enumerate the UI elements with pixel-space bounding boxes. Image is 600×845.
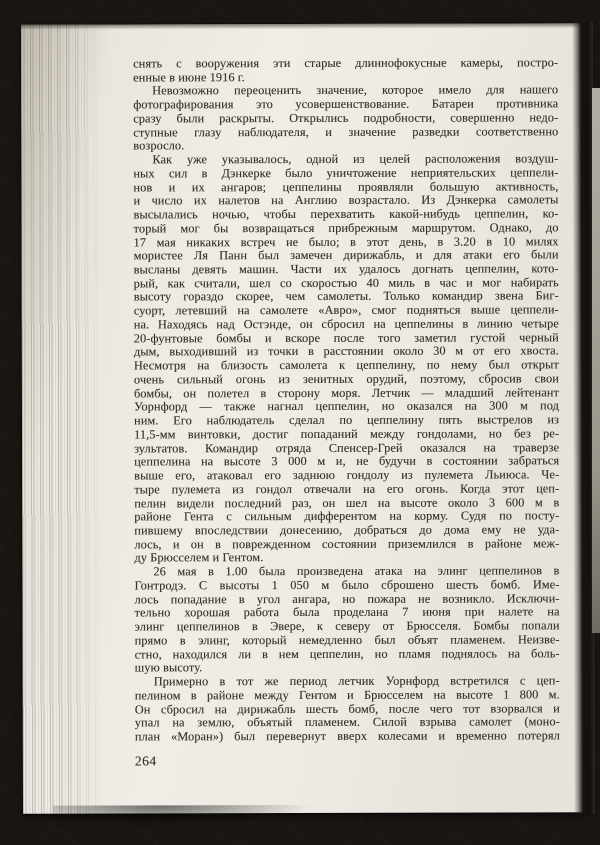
text-line: 26 мая в 1.00 была произведена атака на элинг цеппелинов в bbox=[153, 563, 560, 579]
text-line: лось, и он в поврежденном состоянии приземлился в районе меж- bbox=[134, 536, 560, 552]
text-line: Невозможно переоценить значение, которое имело для нашего bbox=[152, 82, 559, 98]
text-line: ступные глазу наблюдателя, и значение разведки соответственно bbox=[133, 124, 559, 140]
text-line: зультатов. Командир отряда Спенсер-Грей оказался на траверзе bbox=[134, 439, 560, 456]
text-line: 17 мая никаких встреч не было; в этот день, в 3.20 в 10 милях bbox=[133, 233, 559, 250]
text-line: стно, находился ли в нем цеппелин, но пламя поднялось на боль- bbox=[134, 645, 560, 662]
adjacent-page-sliver bbox=[592, 88, 600, 633]
text-line: ных сил в Дэнкерке было уничтожение неприятельских цеппели- bbox=[133, 165, 559, 181]
text-line: 20-фунтовые бомбы и вскоре после того заметил густой черный bbox=[133, 330, 559, 346]
text-line: прямо в элинг, который немедленно был объят пламенем. Неизве- bbox=[134, 632, 560, 648]
text-line: суорт, летевший на самолете «Авро», смог подняться выше цеппели- bbox=[133, 302, 559, 318]
text-line: высланы девять машин. Части их удалось догнать цеппелин, кото- bbox=[133, 261, 559, 277]
text-line: сразу были раскрыты. Открылись подробности, совершенно недо- bbox=[133, 110, 559, 126]
page-number: 264 bbox=[134, 753, 157, 769]
text-line: ду Брюсселем и Гентом. bbox=[134, 550, 264, 565]
page-top-edge-shadow bbox=[21, 23, 591, 29]
text-line: мористее Ля Панн был замечен дирижабль, и для атаки его были bbox=[133, 247, 559, 263]
text-line: Несмотря на близость самолета к цеппелину, по нему был открыт bbox=[133, 357, 559, 373]
text-line: тельно хорошая работа была проделана 7 июня при налете на bbox=[134, 604, 560, 620]
text-line: пелином в районе между Гентом и Брюсселем на высоте 1 800 м. bbox=[134, 687, 560, 703]
text-line: план «Моран») был перевернут вверх колесами и временно потерял bbox=[134, 728, 560, 744]
text-line: районе Гента с сильным дифферентом на корму. Судя по посту- bbox=[134, 508, 560, 524]
text-line: торый мог бы возвращаться прибрежным маршрутом. Однако, до bbox=[133, 220, 559, 236]
page-text-block bbox=[133, 56, 560, 744]
text-line: бомбы, он полетел в сторону моря. Летчик — младший лейтенант bbox=[133, 384, 559, 401]
text-line: ним. Его наблюдатель сделал по цеппелину пять выстрелов из bbox=[133, 412, 560, 428]
text-line: на. Находясь над Остэнде, он сбросил на цеппелины в линию четыре bbox=[133, 316, 559, 332]
text-line: пившему впоследствии донесению, добраться до дома ему не уда- bbox=[134, 522, 560, 538]
text-line: возросло. bbox=[133, 138, 185, 153]
text-line: высоту гораздо скорее, чем самолеты. Только командир звена Биг- bbox=[133, 288, 559, 304]
text-line: 11,5-мм винтовки, достиг попаданий между гондолами, но без ре- bbox=[134, 426, 560, 442]
text-line: Примерно в тот же период летчик Уорнфорд встретился с цеп- bbox=[153, 673, 560, 689]
page-edge-texture bbox=[21, 25, 105, 814]
text-line: лось попадание в угол ангара, но пожара не возникло. Исключи- bbox=[134, 590, 560, 607]
text-line: тыре пулемета из гондол отвечали на его огонь. Когда этот цеп- bbox=[134, 481, 560, 497]
text-line: нов и их ангаров; цеппелины проявляли большую активность, bbox=[133, 178, 559, 195]
text-line: Как уже указывалось, одной из целей расположения воздуш- bbox=[152, 151, 559, 167]
text-line: снять с вооружения эти старые длиннофокусные камеры, постро- bbox=[133, 55, 559, 71]
text-line: рый, как считали, шел со скоростью 40 миль в час и мог набирать bbox=[133, 275, 559, 291]
text-line: пелин видели последний раз, он шел на высоте около 3 600 м в bbox=[134, 494, 560, 510]
text-line: Гонтродэ. С высоты 1 050 м было сброшено шесть бомб. Име- bbox=[134, 577, 560, 593]
text-line: очень сильный огонь из зенитных орудий, поэтому, сбросив свои bbox=[133, 371, 559, 387]
text-line: высылались ночью, чтобы перехватить какой-нибудь цеппелин, ко- bbox=[133, 206, 559, 222]
book-page bbox=[21, 23, 593, 813]
text-line: енные в июне 1916 г. bbox=[133, 69, 245, 85]
text-line: фотографирования это усовершенствование. Батареи противника bbox=[133, 96, 559, 112]
text-line: элинг цеппелинов в Эвере, к северу от Брюсселя. Бомбы попали bbox=[134, 618, 560, 634]
text-line: дым, выходивший из точки в расстоянии около 30 м от его хвоста. bbox=[133, 343, 559, 359]
text-line: Уорнфорд — также нагнал цеппелин, но оказался на 300 м под bbox=[133, 398, 559, 414]
text-line: шую высоту. bbox=[134, 660, 203, 675]
text-line: и число их налетов на Англию возрастало. Из Дэнкерка самолеты bbox=[133, 192, 559, 208]
text-line: упал на землю, объятый пламенем. Силой взрыва самолет (моно- bbox=[134, 714, 560, 730]
text-line: Он сбросил на дирижабль шесть бомб, после чего тот взорвался и bbox=[134, 700, 560, 716]
text-line: цеппелина на высоте 3 000 м и, не будучи в состоянии забраться bbox=[134, 453, 560, 469]
page-bottom-shadow bbox=[53, 805, 313, 828]
text-line: выше его, атаковал его заднюю гондолу из пулемета Льиюса. Че- bbox=[134, 467, 560, 483]
